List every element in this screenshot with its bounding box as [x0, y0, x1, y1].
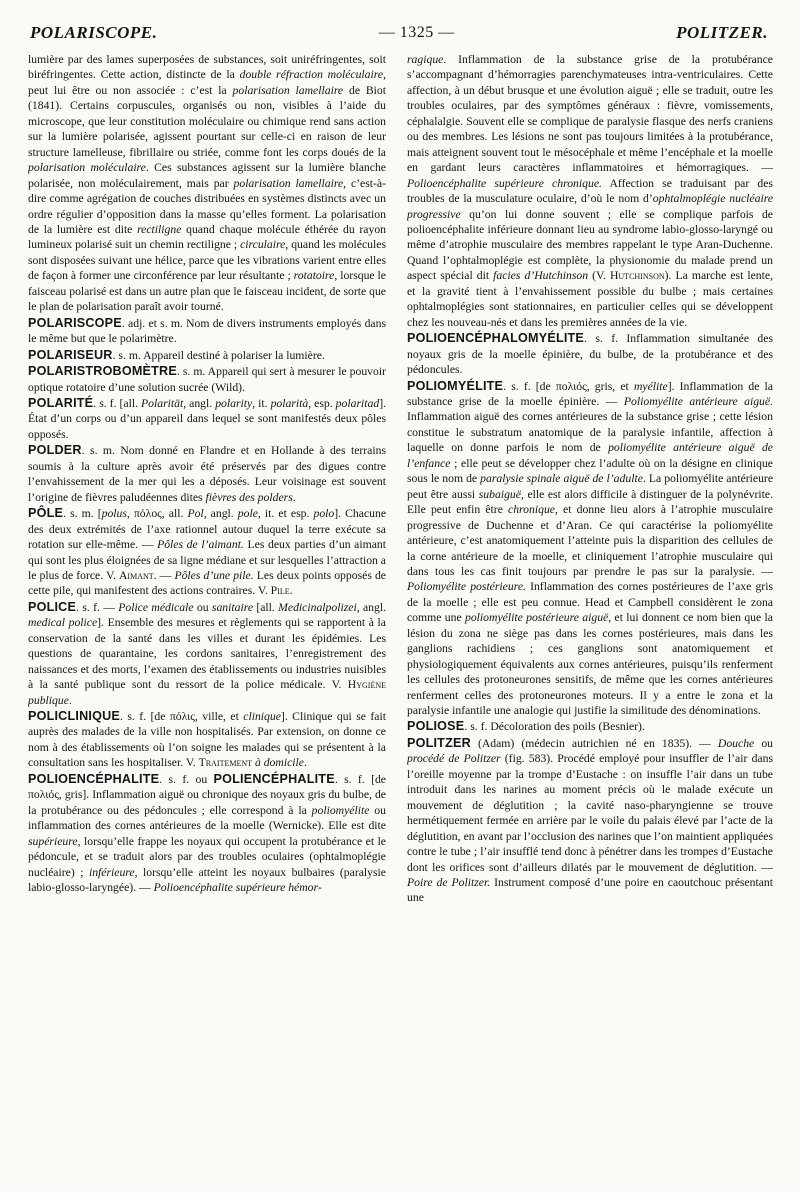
continued-text: lumière par des lames superposées de substances, soit uniréfringentes, soit biréfringentes. Cette action, distincte de la double réfraction moléculaire, peut lui être ou non associée : c’est la polarisation lamellaire de Biot (1841). Certains corpuscules, organisés ou non, visibles à l’aide du microscope, que leur constitution moléculaire ou chimique rend sans action sur la lumière polarisée, agissent pourtant sur celle-ci en raison de leur structure lamelleuse, fibrillaire ou striée, comme font les corps doués de la polarisation moléculaire. Ces substances agissent sur la lumière blanche polarisée, non moléculairement, mais par polarisation lamellaire, c’est-à-dire comme agrégation de couches distribuées en systèmes distincts avec un ordre régulier d’opposition dans la masse qu’elles forment. La polarisation de la lumière est dite rectiligne quand chaque molécule éthérée du rayon lumineux polarisé suit un chemin rectiligne ; circulaire, quand les molécules sont disposées suivant une hélice, parce que les vibrations varient entre elles de façon à former une circonférence par leur résultante ; rotatoire, lorsque le faisceau polarisé est dans un autre plan que le faisceau incident, de sorte que le plan de polarisation paraît avoir tourné.: [28, 53, 386, 314]
dictionary-entry: [28, 600, 386, 708]
right-column: [407, 52, 773, 1177]
dictionary-entry: [28, 506, 386, 599]
entry-definition: . s. m. Appareil destiné à polariser la lumière.: [112, 348, 325, 362]
entry-definition: . s. f. ou POLIENCÉPHALITE. s. f. [de πολιός, gris]. Inflammation aiguë ou chronique des noyaux gris du bulbe, de la protubérance ou des pédoncules ; elle correspond à la poliomyélite ou inflammation des cornes antérieures de la moelle (Wernicke). Elle est dite supérieure, lorsqu’elle frappe les noyaux qui occupent la protubérance et le pédoncule, et se traduit alors par des troubles oculaires (ophtalmoplégie nucléaire) ; inférieure, lorsqu’elle atteint les noyaux bulbaires (paralysie labio-glosso-laryngée). — Polioencéphalite supérieure hémor-: [28, 771, 386, 895]
entry-definition: . s. f. [all. Polarität, angl. polarity, it. polarità, esp. polaritad]. État d’un corps ou d’un appareil dans lequel se sont manifestés deux pôles opposés.: [28, 396, 386, 441]
entry-definition: . s. f. — Police médicale ou sanitaire [all. Medicinalpolizei, angl. medical police]. Ensemble des mesures et règlements qui se rapportent à la conservation de la santé dans les villes et durant les épidémies. Les questions de quarantaine, les cordons sanitaires, l’enregistrement des naissances et des morts, l’examen des établissements ou industries nuisibles à la santé publique sont du ressort de la police médicale. V. Hygiène publique.: [28, 600, 386, 707]
page-header: [30, 18, 768, 48]
dictionary-entry: [28, 772, 386, 896]
entry-definition: . s. m. Nom donné en Flandre et en Hollande à des terrains soumis à la culture après avoir été préservés par des digues contre l’envahissement de la mer qui les a déposés. Leur voisinage est souvent l’origine de fièvres paludéennes dites fièvres des polders.: [28, 444, 386, 504]
entry-definition: . adj. et s. m. Nom de divers instruments employés dans le même but que le polarimètre.: [28, 316, 386, 346]
entry-definition: . s. m. [polus, πόλος, all. Pol, angl. pole, it. et esp. polo]. Chacune des deux extrémités de l’axe rationnel autour duquel la terre exécute sa rotation sur elle-même. — Pôles de l’aimant. Les deux parties d’un aimant qui sont les plus éloignées de sa ligne médiane et sur lesquelles l’attraction a le plus de force. V. Aimant. — Pôles d’une pile. Les deux points opposés de cette pile, qui manifestent des actions contraires. V. Pile.: [28, 507, 386, 598]
dictionary-entry: [407, 331, 773, 377]
entry-headword: POLITZER: [407, 735, 471, 750]
entry-headword: POLARISCOPE: [28, 315, 122, 330]
dictionary-entry: [407, 379, 773, 719]
entry-definition: . s. f. Inflammation simultanée des noyaux gris de la moelle épinière, du bulbe, de la protubérance et des pédoncules.: [407, 332, 773, 377]
continued-text: ragique. Inflammation de la substance grise de la protubérance s’accompagnant d’hémorragies parenchymateuses intra-ventriculaires. Cette affection, à un début brusque et une évolution aiguë ; elle se traduit, outre les troubles oculaires, par des symptômes généraux : fièvre, vomissements, céphalalgie. Souvent elle se complique de paralysie flasque des nerfs craniens ou des membres. Les lésions ne sont pas toujours limitées à la protubérance, mais atteignent souvent tout le mésocéphale et même l’encéphale et la moelle en gardant leurs caractères inflammatoires et hémorragiques. — Polioencéphalite supérieure chronique. Affection se traduisant par des troubles de la musculature oculaire, d’où le nom d’ophtalmoplégie nucléaire progressive qu’on lui donne souvent ; elle se complique parfois de polioencéphalite inférieure donnant lieu au syndrome labio-glosso-laryngé ou même d’atrophie musculaire des membres rappelant le type Aran-Duchenne. Quand l’ophtalmoplégie est complète, la physionomie du malade prend un aspect spécial dit facies d’Hutchinson (V. Hutchinson). La marche est lente, et la gravité tient à l’envahissement possible du bulbe ; mais certaines ophtalmoplégies sont stationnaires, en particulier celles qui se développent chez les nouveau-nés et dans les premières années de la vie.: [407, 53, 773, 329]
dictionary-entry: [407, 736, 773, 906]
entry-headword: PÔLE: [28, 506, 64, 521]
dictionary-entry: [28, 348, 386, 363]
page-number: — 1325 —: [378, 24, 455, 41]
entry-headword: POLARISEUR: [28, 347, 113, 362]
dictionary-entry: [28, 709, 386, 771]
running-head-left: POLARISCOPE.: [30, 23, 158, 42]
entry-headword: POLIOSE: [407, 719, 465, 734]
entry-headword: POLDER: [28, 443, 82, 458]
entry-headword: POLICLINIQUE: [28, 709, 120, 724]
dictionary-entry: [28, 443, 386, 505]
entry-headword: POLARITÉ: [28, 395, 94, 410]
entry-headword: POLARISTROBOMÈTRE: [28, 364, 177, 379]
dictionary-entry: [28, 364, 386, 395]
entry-headword: POLIOENCÉPHALITE: [28, 771, 160, 786]
left-column: [28, 52, 386, 1177]
entry-definition: . s. f. Décoloration des poils (Besnier).: [464, 720, 645, 734]
entry-headword: POLIOMYÉLITE: [407, 378, 504, 393]
dictionary-entry: [407, 719, 773, 734]
dictionary-entry: [28, 396, 386, 442]
entry-headword: POLIOENCÉPHALOMYÉLITE: [407, 331, 585, 346]
entry-definition: . s. f. [de πόλις, ville, et clinique]. Clinique qui se fait auprès des malades de la ville non hospitalisés. Par extension, on donne ce nom à des établissements où l’on soigne les malades qui se présentent à la consultation sans les hospitaliser. V. Traitement à domicile.: [28, 710, 386, 770]
running-head-right: POLITZER.: [676, 23, 768, 42]
dictionary-entry: [28, 316, 386, 347]
entry-definition: . s. m. Appareil qui sert à mesurer le pouvoir optique rotatoire d’une solution sucrée (Wild).: [28, 365, 386, 394]
entry-headword: POLICE: [28, 599, 77, 614]
entry-definition: . s. f. [de πολιός, gris, et myélite]. Inflammation de la substance grise de la moelle épinière. — Poliomyélite antérieure aiguë. Inflammation aiguë des cornes antérieures de la substance grise ; cette lésion constitue le substratum anatomique de la paralysie infantile, affection à laquelle on donne parfois le nom de poliomyélite antérieure aiguë de l’enfance ; elle peut se développer chez l’adulte où on la désigne en clinique sous le nom de paralysie spinale aiguë de l’adulte. La poliomyélite antérieure peut être aussi subaiguë, elle est alors difficile à distinguer de la polynévrite. Elle peut enfin être chronique, et donne lieu alors à l’atrophie musculaire progressive de Duchenne et d’Aran. Ce qui caractérise la poliomyélite antérieure, c’est anatomiquement l’atteinte puis la disparition des cellules de la corne antérieure de la moelle, et cliniquement l’atrophie musculaire qui dans tous les cas finit toujours par prendre le pas sur la paralysie. — Poliomyélite postérieure. Inflammation des cornes postérieures de l’axe gris de la moelle ; elle est peu connue. Head et Campbell considèrent le zona comme une poliomyélite postérieure aiguë, et lui donnent ce nom bien que la lésion du zona ne siège pas dans les cornes postérieures, mais dans les ganglions rachidiens ; ces ganglions sont anatomiquement et physiologiquement équivalents aux cornes antérieures, puisqu’ils renferment les cellules des protoneurones sensitifs, de même que les cornes antérieures renferment celles des protoneurones moteurs. Il y a entre le zona et la paralysie infantile une analogie qui justifie la similitude des dénominations.: [407, 379, 773, 718]
entry-definition: (Adam) (médecin autrichien né en 1835). — Douche ou procédé de Politzer (fig. 583). Procédé employé pour insuffler de l’air dans l’oreille moyenne par la trompe d’Eustache : on insuffle l’air dans un tube introduit dans les narines au moment précis où le malade exécute un mouvement de déglutition ; la cavité naso-pharyngienne se trouve hermétiquement fermée en arrière par le voile du palais élevé par l’acte de la déglutition, en avant par l’occlusion des narines que l’on maintient appliquées contre le tube ; l’air insufflé tend donc à pénétrer dans les trompes d’Eustache dont les orifices sont d’ailleurs dilatés par le mouvement de déglutition. — Poire de Politzer. Instrument composé d’une poire en caoutchouc présentant une: [407, 736, 773, 905]
